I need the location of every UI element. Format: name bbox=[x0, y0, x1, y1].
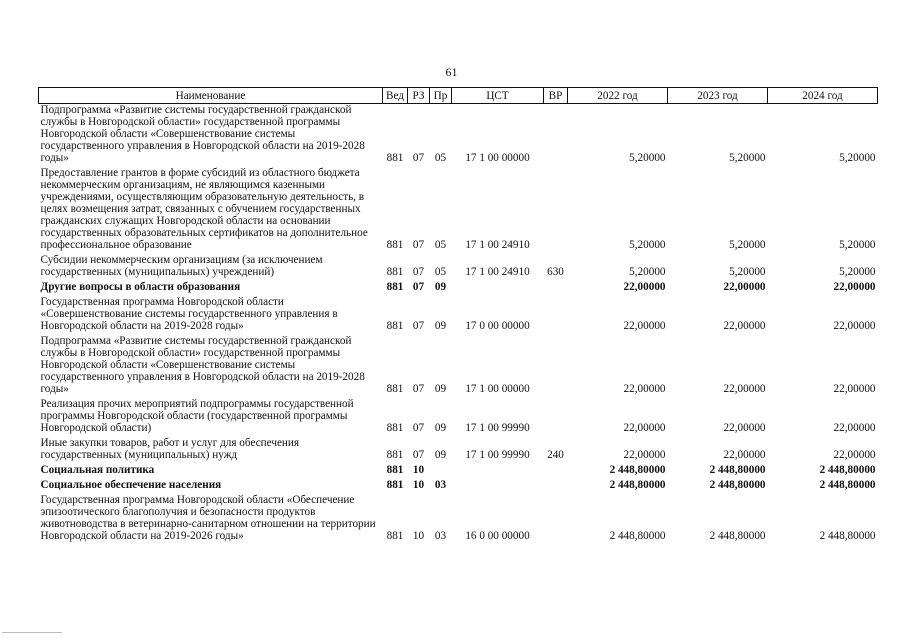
cell-rz: 10 bbox=[412, 464, 425, 476]
cell-ved: 881 bbox=[386, 320, 404, 332]
header-rz: РЗ bbox=[408, 88, 430, 104]
cell-vr bbox=[544, 476, 568, 491]
cell-pr: 09 bbox=[434, 383, 447, 395]
cell-name: Государственная программа Новгородской области «Совершенствование системы государственного управления в Новгородской области на 2019-2028 годы» bbox=[40, 296, 338, 332]
cell-ved: 881 bbox=[386, 449, 404, 461]
header-2023: 2023 год bbox=[668, 88, 768, 104]
cell-cst: 17 1 00 00000 bbox=[465, 152, 530, 164]
scan-edge-mark bbox=[2, 632, 62, 633]
cell-cst bbox=[452, 461, 544, 476]
cell-pr: 05 bbox=[434, 152, 447, 164]
cell-pr bbox=[430, 461, 452, 476]
cell-pr: 09 bbox=[434, 449, 447, 461]
cell-vr bbox=[544, 395, 568, 434]
cell-vr bbox=[544, 491, 568, 542]
cell-pr: 03 bbox=[434, 530, 447, 542]
cell-ved: 881 bbox=[386, 281, 404, 293]
cell-name: Другие вопросы в области образования bbox=[40, 281, 241, 293]
cell-pr: 03 bbox=[434, 479, 447, 491]
cell-y2024: 22,00000 bbox=[833, 281, 876, 293]
cell-vr bbox=[544, 278, 568, 293]
cell-ved: 881 bbox=[386, 266, 404, 278]
budget-table bbox=[38, 87, 878, 542]
cell-name: Подпрограмма «Развитие системы государственной гражданской службы в Новгородской области» государственной программы Новгородской области «Совершенствование системы государственного управления в Новгородской области на 2019-2028 годы» bbox=[40, 104, 365, 164]
header-2022: 2022 год bbox=[568, 88, 668, 104]
cell-cst: 17 1 00 24910 bbox=[465, 266, 530, 278]
cell-cst: 17 1 00 00000 bbox=[465, 383, 530, 395]
cell-pr: 09 bbox=[434, 320, 447, 332]
cell-cst: 16 0 00 00000 bbox=[465, 530, 530, 542]
cell-y2024: 22,00000 bbox=[833, 449, 876, 461]
header-vr: ВР bbox=[544, 88, 568, 104]
cell-ved: 881 bbox=[386, 422, 404, 434]
cell-vr bbox=[544, 164, 568, 251]
cell-y2022: 5,20000 bbox=[629, 152, 666, 164]
cell-y2024: 2 448,80000 bbox=[819, 479, 876, 491]
cell-y2024: 5,20000 bbox=[839, 266, 876, 278]
cell-name: Социальное обеспечение населения bbox=[40, 479, 222, 491]
cell-rz: 07 bbox=[412, 239, 425, 251]
cell-y2023: 22,00000 bbox=[723, 383, 766, 395]
cell-y2024: 5,20000 bbox=[839, 239, 876, 251]
cell-ved: 881 bbox=[386, 479, 404, 491]
cell-vr bbox=[544, 332, 568, 395]
table-row bbox=[39, 104, 878, 165]
table-row bbox=[39, 251, 878, 278]
cell-ved: 881 bbox=[386, 530, 404, 542]
page-number: 61 bbox=[445, 65, 458, 79]
cell-cst: 17 0 00 00000 bbox=[465, 320, 530, 332]
table-row bbox=[39, 491, 878, 542]
cell-cst: 17 1 00 24910 bbox=[465, 239, 530, 251]
cell-rz: 07 bbox=[412, 281, 425, 293]
table-row bbox=[39, 293, 878, 332]
cell-y2023: 5,20000 bbox=[729, 266, 766, 278]
table-row bbox=[39, 395, 878, 434]
cell-name: Реализация прочих мероприятий подпрограммы государственной программы Новгородской области (государственной программы Новгородской области) bbox=[40, 398, 354, 434]
cell-rz: 10 bbox=[412, 479, 425, 491]
cell-y2023: 5,20000 bbox=[729, 239, 766, 251]
cell-cst bbox=[452, 278, 544, 293]
cell-y2022: 2 448,80000 bbox=[609, 530, 666, 542]
cell-y2024: 2 448,80000 bbox=[819, 530, 876, 542]
cell-vr bbox=[544, 293, 568, 332]
header-pr: Пр bbox=[430, 88, 452, 104]
cell-vr bbox=[544, 104, 568, 165]
cell-pr: 09 bbox=[434, 422, 447, 434]
cell-pr: 05 bbox=[434, 239, 447, 251]
cell-rz: 07 bbox=[412, 152, 425, 164]
cell-y2023: 2 448,80000 bbox=[709, 464, 766, 476]
cell-name: Социальная политика bbox=[40, 464, 155, 476]
cell-y2023: 5,20000 bbox=[729, 152, 766, 164]
cell-y2024: 22,00000 bbox=[833, 383, 876, 395]
cell-y2023: 22,00000 bbox=[723, 449, 766, 461]
cell-cst: 17 1 00 99990 bbox=[465, 422, 530, 434]
header-cst: ЦСТ bbox=[452, 88, 544, 104]
header-name: Наименование bbox=[39, 88, 383, 104]
table-row bbox=[39, 164, 878, 251]
cell-y2023: 22,00000 bbox=[723, 422, 766, 434]
cell-name: Подпрограмма «Развитие системы государственной гражданской службы в Новгородской области» государственной программы Новгородской области «Совершенствование системы государственного управления в Новгородской области на 2019-2028 годы» bbox=[40, 335, 365, 395]
cell-cst: 17 1 00 99990 bbox=[465, 449, 530, 461]
cell-y2022: 22,00000 bbox=[623, 320, 666, 332]
cell-rz: 07 bbox=[412, 320, 425, 332]
cell-name: Субсидии некоммерческим организациям (за исключением государственных (муниципальных) учреждений) bbox=[40, 254, 323, 278]
cell-cst bbox=[452, 476, 544, 491]
cell-vr: 240 bbox=[547, 449, 564, 461]
cell-rz: 07 bbox=[412, 422, 425, 434]
cell-pr: 05 bbox=[434, 266, 447, 278]
cell-vr: 630 bbox=[547, 266, 564, 278]
cell-y2023: 2 448,80000 bbox=[709, 479, 766, 491]
cell-ved: 881 bbox=[386, 239, 404, 251]
table-row bbox=[39, 461, 878, 476]
cell-y2022: 2 448,80000 bbox=[609, 464, 666, 476]
cell-y2022: 22,00000 bbox=[623, 449, 666, 461]
cell-y2023: 2 448,80000 bbox=[709, 530, 766, 542]
cell-y2024: 22,00000 bbox=[833, 320, 876, 332]
table-row bbox=[39, 434, 878, 461]
cell-rz: 07 bbox=[412, 383, 425, 395]
table-row bbox=[39, 278, 878, 293]
cell-rz: 07 bbox=[412, 266, 425, 278]
header-ved: Вед bbox=[383, 88, 408, 104]
table-row bbox=[39, 332, 878, 395]
table-header-row bbox=[39, 88, 878, 104]
cell-name: Государственная программа Новгородской области «Обеспечение эпизоотического благополучия и безопасности продуктов животноводства в ветеринарно-санитарном отношении на территории Новгородской области на 2019-2026 годы» bbox=[40, 494, 376, 542]
cell-vr bbox=[544, 461, 568, 476]
cell-name: Иные закупки товаров, работ и услуг для обеспечения государственных (муниципальных) нужд bbox=[40, 437, 300, 461]
cell-ved: 881 bbox=[386, 152, 404, 164]
cell-ved: 881 bbox=[386, 464, 404, 476]
cell-y2024: 22,00000 bbox=[833, 422, 876, 434]
cell-y2024: 2 448,80000 bbox=[819, 464, 876, 476]
cell-name: Предоставление грантов в форме субсидий из областного бюджета некоммерческим организациям, не являющимся казенными учреждениями, осуществляющим образовательную деятельность, в целях возмещения затрат, связанных с обучением государственных гражданских служащих Новгородской области на основании государственных образовательных сертификатов на дополнительное профессиональное образование bbox=[40, 167, 368, 251]
table-row bbox=[39, 476, 878, 491]
table-body bbox=[39, 104, 878, 543]
cell-y2022: 5,20000 bbox=[629, 239, 666, 251]
cell-y2023: 22,00000 bbox=[723, 281, 766, 293]
header-2024: 2024 год bbox=[768, 88, 878, 104]
cell-y2023: 22,00000 bbox=[723, 320, 766, 332]
cell-y2022: 2 448,80000 bbox=[609, 479, 666, 491]
cell-pr: 09 bbox=[434, 281, 447, 293]
cell-rz: 07 bbox=[412, 449, 425, 461]
cell-ved: 881 bbox=[386, 383, 404, 395]
cell-y2024: 5,20000 bbox=[839, 152, 876, 164]
cell-rz: 10 bbox=[412, 530, 425, 542]
cell-y2022: 22,00000 bbox=[623, 281, 666, 293]
cell-y2022: 22,00000 bbox=[623, 422, 666, 434]
cell-y2022: 22,00000 bbox=[623, 383, 666, 395]
cell-y2022: 5,20000 bbox=[629, 266, 666, 278]
